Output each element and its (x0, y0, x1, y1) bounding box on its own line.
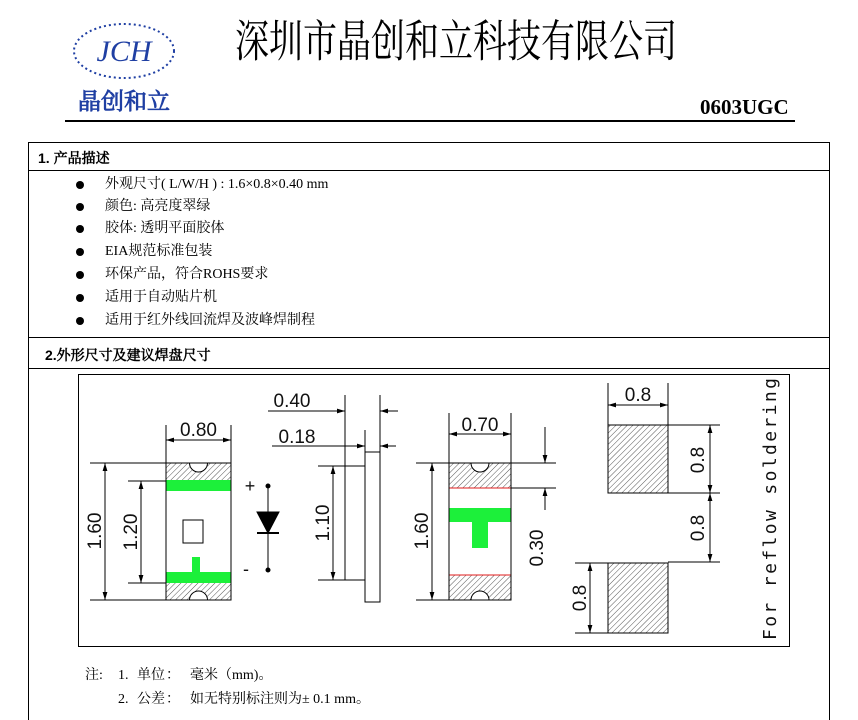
top-view-electrode-stem (192, 557, 200, 572)
top-view-die (183, 520, 203, 543)
top-view (85, 420, 231, 600)
bullet-icon (76, 181, 84, 189)
dim-label-bottom-length: 1.60 (412, 512, 433, 550)
part-number: 0603UGC (700, 95, 789, 119)
solder-pad-top (608, 425, 668, 493)
dim-label-side-body: 1.10 (313, 504, 334, 542)
diode-triangle (257, 512, 279, 533)
dim-label-side-thickness: 0.40 (273, 391, 311, 412)
note-value: 如无特别标注则为± 0.1 mm。 (190, 692, 370, 707)
dim-label-pad-bottom-length: 0.8 (570, 584, 591, 612)
logo-monogram: JCH (96, 35, 152, 68)
dimension-drawing (78, 374, 790, 647)
reflow-caption: For reflow soldering (760, 378, 781, 640)
list-item: 外观尺寸( L/W/H ) : 1.6×0.8×0.40 mm (105, 177, 329, 192)
list-item: 颜色: 高亮度翠绿 (105, 199, 211, 214)
solder-pad-layout (570, 378, 781, 640)
bottom-view-polarity-stem (472, 522, 488, 548)
terminal-dot (266, 568, 270, 572)
dim-label-top-width: 0.80 (180, 420, 217, 441)
row-divider (28, 368, 830, 369)
list-item: 适用于自动贴片机 (105, 290, 217, 305)
bullet-icon (76, 203, 84, 211)
note-value: 毫米（mm)。 (190, 668, 273, 683)
section-title-description: 1. 产品描述 (38, 150, 110, 166)
dim-label-top-inner: 1.20 (121, 513, 142, 551)
dim-label-side-substrate: 0.18 (278, 427, 316, 448)
drawing-frame (79, 375, 790, 647)
list-item: 环保产品，符合ROHS要求 (105, 267, 269, 282)
note-number: 1. (118, 668, 129, 683)
company-name: 深圳市晶创和立科技有限公司 (235, 17, 677, 67)
dim-label-bottom-pad: 0.30 (527, 529, 548, 567)
top-view-electrode-bottom (166, 572, 231, 583)
bullet-icon (76, 271, 84, 279)
note-key: 公差 (137, 692, 165, 707)
dim-label-pad-width: 0.8 (624, 385, 652, 406)
list-item: EIA规范标准包装 (105, 244, 213, 259)
anode-label: + (244, 476, 256, 496)
bullet-icon (76, 248, 84, 256)
header-divider (65, 120, 795, 122)
bottom-view (412, 413, 556, 600)
notes-label: 注: (85, 668, 103, 683)
note-separator: ： (166, 692, 180, 707)
list-item: 胶体: 透明平面胶体 (105, 221, 225, 236)
side-view (268, 391, 398, 602)
row-divider (28, 337, 830, 338)
dim-label-bottom-width: 0.70 (461, 415, 499, 436)
note-number: 2. (118, 692, 129, 707)
list-item: 适用于红外线回流焊及波峰焊制程 (105, 313, 315, 328)
top-view-electrode-top (166, 480, 231, 491)
side-view-substrate (365, 452, 380, 602)
dim-label-pad-gap: 0.8 (688, 514, 709, 542)
bullet-icon (76, 294, 84, 302)
bullet-icon (76, 317, 84, 325)
solder-pad-bottom (608, 563, 668, 633)
row-divider (28, 170, 830, 171)
note-separator: ： (166, 668, 180, 683)
section-title-dimensions: 2.外形尺寸及建议焊盘尺寸 (45, 347, 211, 363)
logo-emblem (70, 20, 178, 82)
diode-icon (243, 476, 279, 579)
cathode-label: - (243, 559, 249, 579)
bottom-view-polarity-bar (449, 508, 511, 522)
logo-name: 晶创和立 (78, 88, 170, 114)
dim-label-top-length: 1.60 (85, 512, 106, 550)
side-view-lens (345, 466, 365, 580)
dim-label-pad-top-length: 0.8 (688, 446, 709, 474)
note-key: 单位 (137, 668, 165, 683)
bullet-icon (76, 225, 84, 233)
